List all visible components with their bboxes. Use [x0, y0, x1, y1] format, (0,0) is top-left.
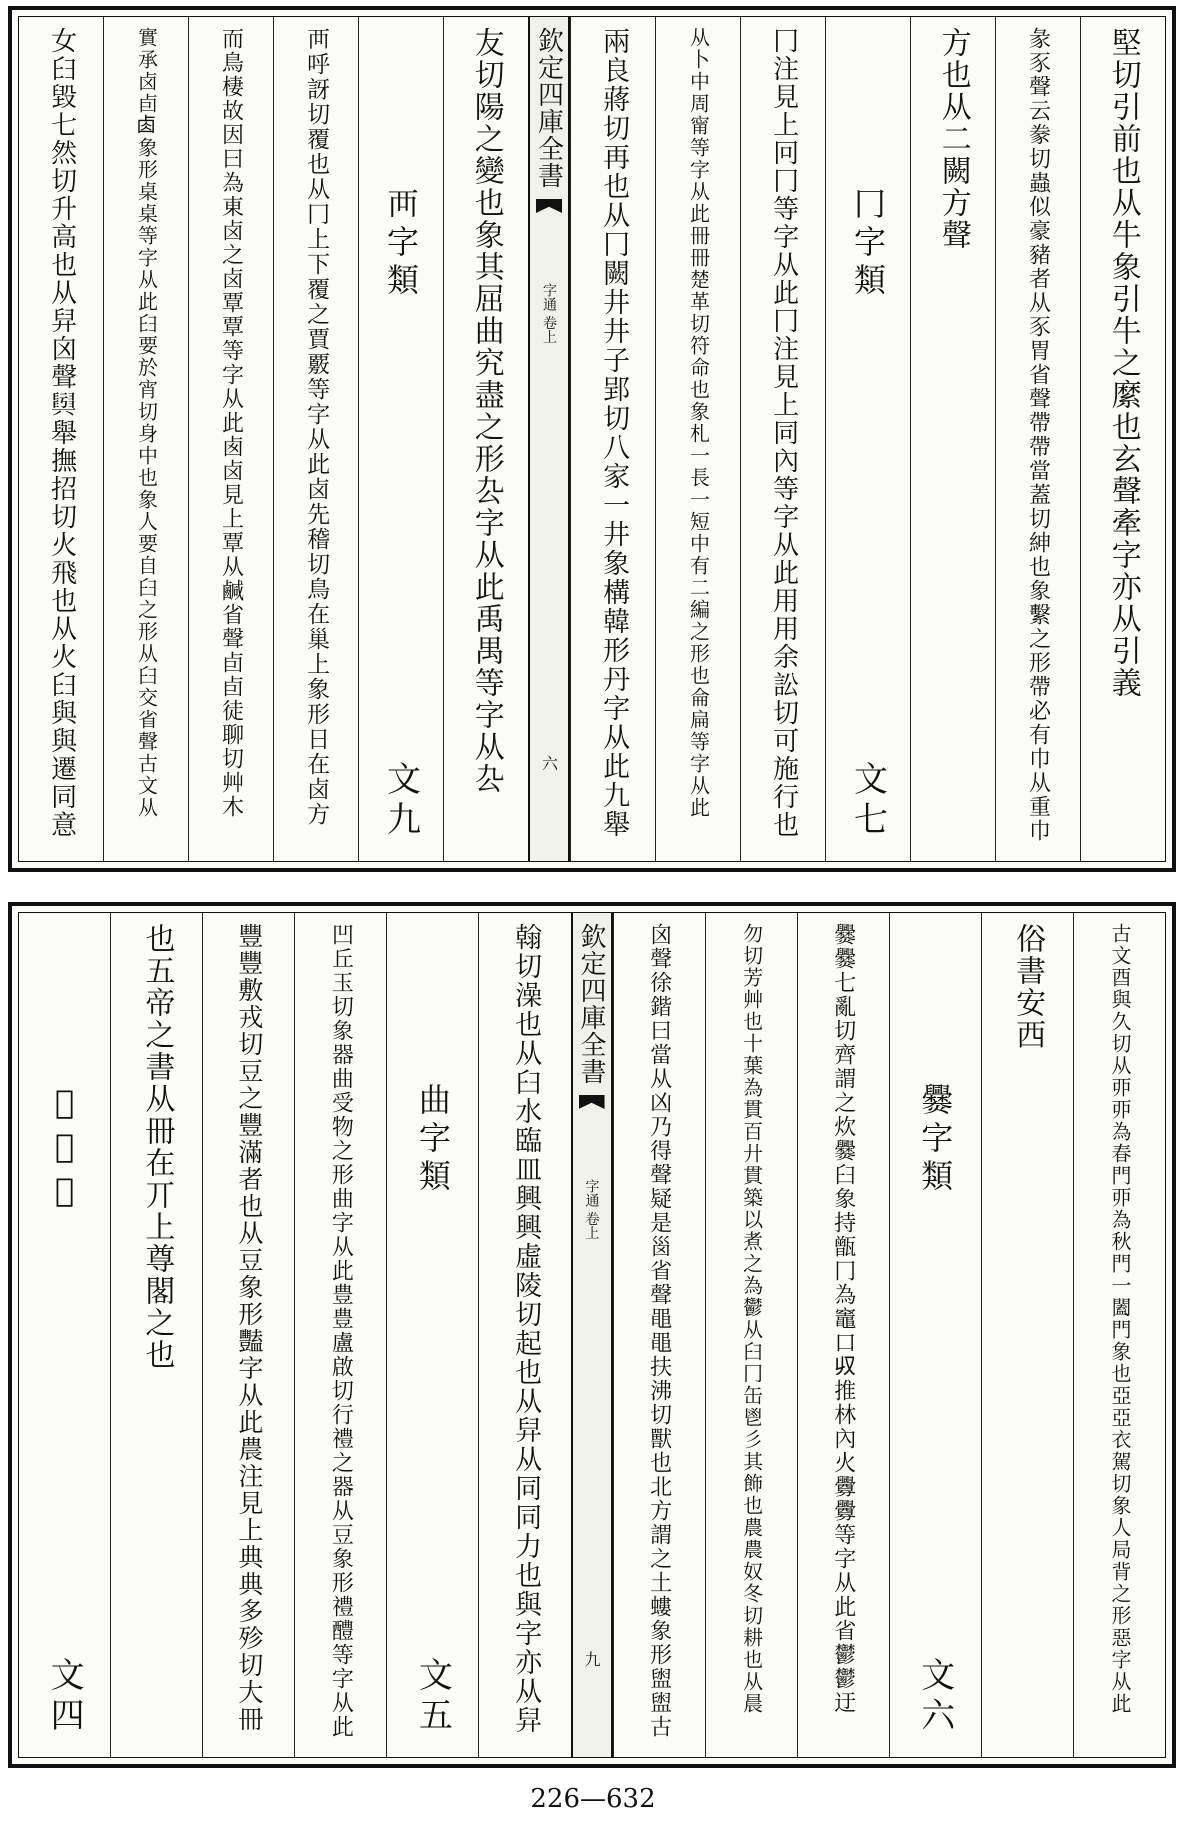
column-text: 而鳥棲故因曰為東卤之卤覃覃等字从此卥卤見上覃从鹹省聲卣卣徒聊切艸木: [218, 27, 244, 819]
column: [981, 913, 1073, 1757]
column-text: 彖豕聲云豢切蟲似豪豬者从豕胃省聲帶帶當蓋切紳也象繫之形帶必有巾从重巾: [1025, 27, 1051, 843]
volume-label: 字通 卷上: [541, 283, 557, 344]
column: [1073, 913, 1165, 1757]
section-count: 文四: [44, 1657, 85, 1737]
column: [910, 17, 995, 861]
column-text: 襾呼訝切覆也从冂上下覆之賈覈等字从此卤先稽切鳥在巢上象形日在卤方: [303, 27, 330, 827]
column-text: 古文酉與久切从丣丣為春門丣為秋門一闔門象也亞亞衣駕切象人局背之形惡字从此: [1107, 923, 1132, 1715]
column-text: 也五帝之書从冊在丌上尊閣之也: [139, 923, 175, 1371]
book-title: 欽定四庫全書: [533, 27, 564, 189]
column: [478, 913, 570, 1757]
column: [188, 17, 273, 861]
leaf-number: 九: [582, 1651, 602, 1667]
page-number: 226—632: [530, 1784, 656, 1814]
column: [995, 17, 1080, 861]
column-text: 凹丘玉切象器曲受物之形曲字从此豊豊盧啟切行禮之器从豆象形禮醴等字从此: [328, 923, 354, 1739]
section-heading: 襾字類: [382, 187, 420, 301]
column-text: 方也从二闕方聲: [935, 27, 971, 251]
section-heading: 曲字類: [413, 1083, 452, 1197]
column: [705, 913, 797, 1757]
heading-column: [19, 913, 110, 1757]
column: [273, 17, 358, 861]
heading-column: [889, 913, 981, 1757]
column: [443, 17, 528, 861]
column: [797, 913, 889, 1757]
column-text: 兩良蔣切再也从冂闕井井子郢切八家一井象構韓形丹字从此九舉: [598, 27, 630, 839]
column-text: 堅切引前也从牛象引牛之縻也玄聲牽字亦从引義: [1105, 27, 1141, 699]
volume-label: 字通 卷上: [583, 1179, 600, 1240]
column: [294, 913, 386, 1757]
top-page-columns: [18, 16, 1166, 862]
column: [202, 913, 294, 1757]
column-text: 實承卤卣𠧪象形桌桌等字从此𦥑要於宵切身中也象人要自臼之形从臼交省聲古文从: [134, 27, 159, 819]
column: [1080, 17, 1165, 861]
column-text: 翰切澡也从臼水臨皿興興虛陵切起也从舁从同同力也與字亦从舁: [510, 923, 542, 1735]
leaf-number: 六: [539, 755, 559, 771]
column-text: 勿切芳艸也十葉為貫百廾貫築以煮之為鬱从臼冂缶鬯彡其飾也農農奴冬切耕也从晨: [739, 923, 764, 1715]
column-text: 俗書安西: [1010, 923, 1046, 1051]
column: [19, 17, 103, 861]
fishtail-mark-icon: [536, 199, 562, 213]
column: [110, 913, 202, 1757]
column: [655, 17, 740, 861]
heading-column: [386, 913, 478, 1757]
bottom-page-columns: [18, 912, 1166, 1758]
top-page: [8, 6, 1176, 872]
column: [103, 17, 188, 861]
section-count: 文九: [380, 761, 421, 841]
section-count: 文五: [412, 1657, 453, 1737]
section-heading: 爨字類: [916, 1083, 955, 1197]
fold-center: [528, 17, 570, 861]
section-count: 文六: [914, 1657, 955, 1737]
section-heading: 冂字類: [849, 187, 887, 301]
column: [740, 17, 825, 861]
column-text: 囟聲徐鍇曰當从凶乃得聲疑是𡿺省聲黽黽扶沸切獸也北方謂之土螻象形盥盥古: [646, 923, 672, 1739]
column-text: 友切陽之變也象其屈曲究盡之形厹字从此禹禺等字从厹: [468, 27, 504, 795]
column-text: 从卜中周甯等字从此冊冊楚革切符命也象札一長一短中有二編之形也侖扁等字从此: [686, 27, 711, 819]
heading-column: [358, 17, 443, 861]
column-text: 豐豐敷戎切豆之豐滿者也从豆象形豔字从此農注見上典典多殄切大冊: [234, 923, 264, 1733]
heading-column: [825, 17, 910, 861]
section-count: 文七: [847, 761, 888, 841]
column: [613, 913, 705, 1757]
column-text: 女𦥑毀七然切升高也从舁囟聲𦦫舉撫招切火飛也从火𦥑與與遷同意: [46, 27, 77, 839]
section-heading: 𠂋字類: [45, 1083, 84, 1215]
column: [570, 17, 655, 861]
book-title: 欽定四庫全書: [576, 923, 607, 1085]
fold-center: [571, 913, 613, 1757]
fishtail-mark-icon: [579, 1095, 605, 1109]
bottom-page: [8, 902, 1176, 1768]
column-text: 冂注見上冋冂等字从此冂注見上同內等字从此用用余訟切可施行也: [768, 27, 799, 839]
column-text: 爨爨七亂切齊謂之炊爨臼象持甑冂為竈口𠬞推林內火釁釁等字从此省鬱鬱迂: [830, 923, 856, 1715]
